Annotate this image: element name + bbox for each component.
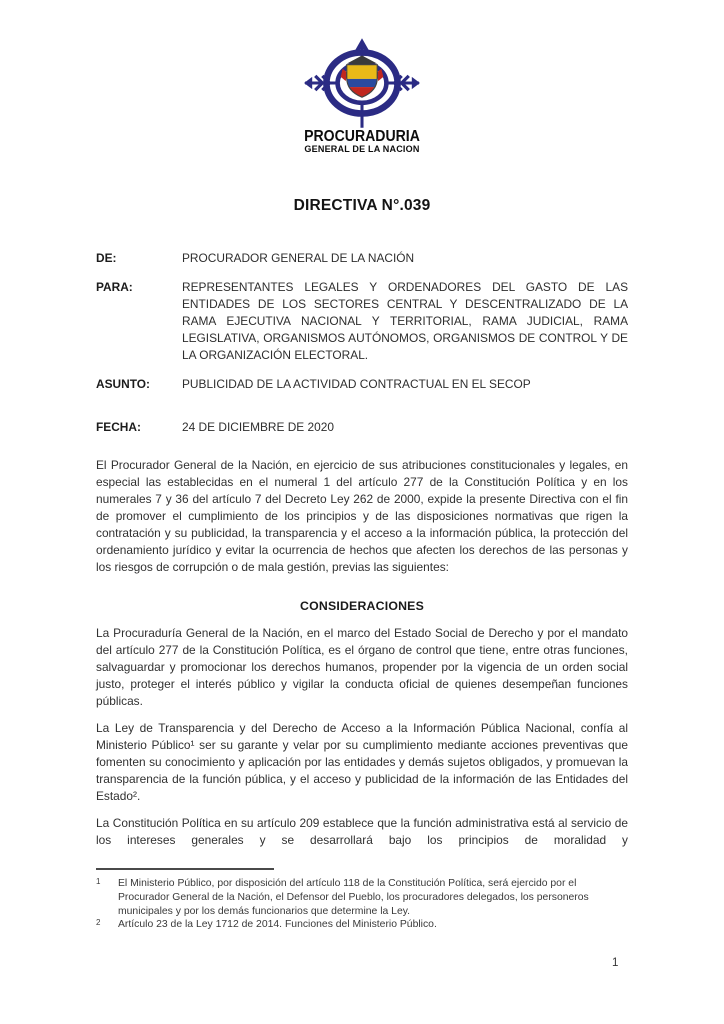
- procuraduria-emblem-icon: [301, 38, 423, 128]
- section-heading-consideraciones: CONSIDERACIONES: [300, 599, 424, 613]
- letterhead: [0, 0, 724, 155]
- footnote-text: El Ministerio Público, por disposición del artículo 118 de la Constitución Política, será ejercido por el Procurador General de la Nación, el Defensor del Pueblo, los procuradores delegados, los personeros municipales y por los demás funcionarios que determine la Ley.: [118, 878, 589, 917]
- content-column: [96, 238, 628, 859]
- footnote-marker: 2: [96, 918, 101, 928]
- footnote-row: [96, 918, 628, 932]
- meta-block: [96, 250, 628, 436]
- page-number: 1: [612, 957, 619, 969]
- footnote-row: [96, 877, 628, 918]
- west-arrow-icon: [304, 77, 312, 89]
- meta-label-para: PARA:: [96, 280, 133, 294]
- meta-label-de: DE:: [96, 251, 117, 265]
- document-title: DIRECTIVA N°.039: [293, 197, 431, 214]
- logo-org-subtitle: GENERAL DE LA NACION: [304, 144, 420, 155]
- meta-row-de: [96, 250, 628, 267]
- footnote-text: Artículo 23 de la Ley 1712 de 2014. Funciones del Ministerio Público.: [118, 919, 437, 931]
- footnote-separator: [96, 868, 274, 870]
- meta-label-asunto: ASUNTO:: [96, 377, 150, 391]
- meta-row-asunto: [96, 376, 628, 393]
- meta-label-fecha: FECHA:: [96, 420, 141, 434]
- footnotes-block: [96, 868, 628, 932]
- meta-value-fecha: 24 DE DICIEMBRE DE 2020: [182, 420, 334, 434]
- logo-org-name: PROCURADURIA: [304, 128, 420, 145]
- meta-value-para: REPRESENTANTES LEGALES Y ORDENADORES DEL GASTO DE LAS ENTIDADES DE LOS SECTORES CENTRAL Y DESCENTRALIZADO DE LA RAMA EJECUTIVA NACIONAL Y TERRITORIAL, RAMA JUDICIAL, RAMA LEGISLATIVA, ORGANISMOS AUTÓNOMOS, ORGANISMOS DE CONTROL Y DE LA ORGANIZACIÓN ELECTORAL.: [182, 280, 628, 362]
- body-paragraph: La Procuraduría General de la Nación, en el marco del Estado Social de Derecho y por el mandato del artículo 277 de la Constitución Política, es el órgano de control que tiene, entre otras funciones, salvaguardar y promocionar los derechos humanos, propender por la vigencia de un orden social justo, proteger el interés público y vigilar la conducta oficial de quienes desempeñan funciones públicas.: [96, 626, 628, 708]
- meta-value-asunto: PUBLICIDAD DE LA ACTIVIDAD CONTRACTUAL EN EL SECOP: [182, 377, 531, 391]
- intro-paragraph: El Procurador General de la Nación, en ejercicio de sus atribuciones constitucionales y legales, en especial las establecidas en el numeral 1 del artículo 277 de la Constitución Política y en los numerales 7 y 36 del artículo 7 del Decreto Ley 262 de 2000, expide la presente Directiva con el fin de promover el cumplimiento de los principios y de las disposiciones normativas que rigen la contratación y su publicidad, la transparencia y el acceso a la información pública, la protección del ordenamiento jurídico y evitar la ocurrencia de hechos que afecten los derechos de las personas y los riesgos de corrupción o de mala gestión, previas las siguientes:: [96, 458, 628, 574]
- body-paragraph: La Constitución Política en su artículo 209 establece que la función administrativa está al servicio de los intereses generales y se desarrollará bajo los principios de moralidad y: [96, 816, 628, 847]
- footnote-marker: 1: [96, 877, 101, 886]
- body-paragraph: La Ley de Transparencia y del Derecho de Acceso a la Información Pública Nacional, confía al Ministerio Público¹ ser su garante y velar por su cumplimiento mediante acciones preventivas que fomenten su conocimiento y aplicación por las entidades y demás sujetos obligados, y promuevan la transparencia de la función pública, y el acceso y publicidad de la información de las Entidades del Estado².: [96, 721, 628, 803]
- meta-row-para: [96, 279, 628, 364]
- body-text: [96, 457, 628, 849]
- east-arrow-icon: [412, 77, 420, 89]
- meta-row-fecha: [96, 419, 628, 436]
- meta-value-de: PROCURADOR GENERAL DE LA NACIÓN: [182, 251, 415, 265]
